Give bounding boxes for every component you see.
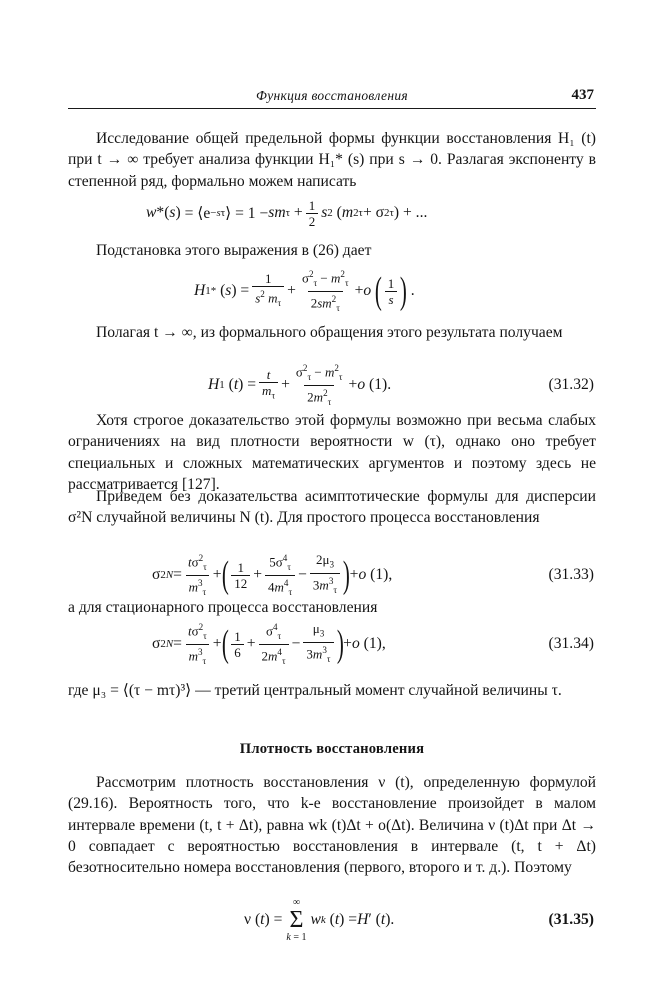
paragraph-5: Приведем без доказательства асимптотические формулы для дисперсии σ²N случайной величины N (t). Для простого процесса восстановления — [68, 488, 596, 527]
running-title: Функция восстановления — [256, 88, 408, 103]
equation-31-32 — [68, 358, 596, 412]
equation-31-35 — [68, 888, 596, 952]
equation-text: H 1 * ( s ) = $\frac{1}{s^2 m_\tau}$ + $\frac{\sigma^2_\tau - m^2_\tau}{2sm^2_\tau}$ + o ( $\frac{1}{s}$ ) . — [194, 264, 415, 318]
equation-text: w * ( s ) = ⟨e −sτ ⟩ = 1 − s m τ + $\frac{1}{2}$ s 2 ( m 2 τ + σ 2 τ ) + ... — [146, 197, 428, 229]
equation-laplace-expansion — [68, 186, 596, 240]
equation-text: ν ( t ) = ∞ Σ k = 1 w k ( t ) = H ′ ( t ). — [244, 897, 395, 943]
equation-31-34 — [68, 617, 596, 671]
equation-text: H 1 ( t ) = $\frac{t}{m_\tau}$ + $\frac{\sigma^2_\tau - m^2_\tau}{2m^2_\tau}$ + o (1). — [208, 358, 391, 412]
equation-number: (31.33) — [548, 566, 594, 583]
equation-number: (31.34) — [548, 635, 594, 652]
paragraph-2: Подстановка этого выражения в (26) дает — [96, 242, 372, 259]
paragraph-6: а для стационарного процесса восстановления — [68, 599, 378, 616]
page-number: 437 — [571, 87, 594, 103]
paragraph-3: Полагая t → ∞, из формального обращения этого результата получаем — [96, 324, 563, 341]
equation-number: (31.35) — [548, 911, 594, 928]
page-header — [68, 86, 596, 109]
equation-text: σ 2 N = $\frac{t\sigma^2_\tau}{m^3_\tau}$ + ( $\frac{1}{12}$ + $\frac{5\sigma^4_\tau}{4m^4_\tau}$ − $\frac{2\mu_3}{3m^3_\tau}$ ) + o (1), — [152, 548, 392, 602]
paragraph-1: Исследование общей предельной формы функции восстановления H₁ (t) при t → ∞ требует анализа функции H₁* (s) при s → 0. Разлагая экспоненту в степенной ряд, формально можем написать — [68, 130, 596, 190]
section-title: Плотность восстановления — [239, 741, 425, 757]
paragraph-8: Рассмотрим плотность восстановления ν (t), определенную формулой (29.16). Вероятность того, что k-е восстановление произойдет в малом интервале времени (t, t + Δt), равна wk (t)Δt + o(Δt). Величина ν (t)Δt при Δt → 0 совпадает с вероятностью восстановления в интервале (t, t + Δt) безотносительно номера восстановления (первого, второго и т. д.). Поэтому — [68, 774, 596, 877]
equation-text: σ 2 N = $\frac{t\sigma^2_\tau}{m^3_\tau}$ + ( $\frac{1}{6}$ + $\frac{\sigma^4_\tau}{2m^4_\tau}$ − $\frac{\mu_3}{3m^3_\tau}$ ) + o (1), — [152, 617, 386, 671]
paragraph-7: где μ₃ = ⟨(τ − mτ)³⟩ — третий центральный момент случайной величины τ. — [68, 682, 562, 699]
equation-number: (31.32) — [548, 376, 594, 393]
equation-31-33 — [68, 548, 596, 602]
paragraph-4: Хотя строгое доказательство этой формулы возможно при весьма слабых ограничениях на вид плотности вероятности w (τ), однако оно требует специальных и сложных математических аргументов и поэтому здесь не рассматривается [127]. — [68, 412, 596, 493]
equation-h1-star — [68, 264, 596, 318]
